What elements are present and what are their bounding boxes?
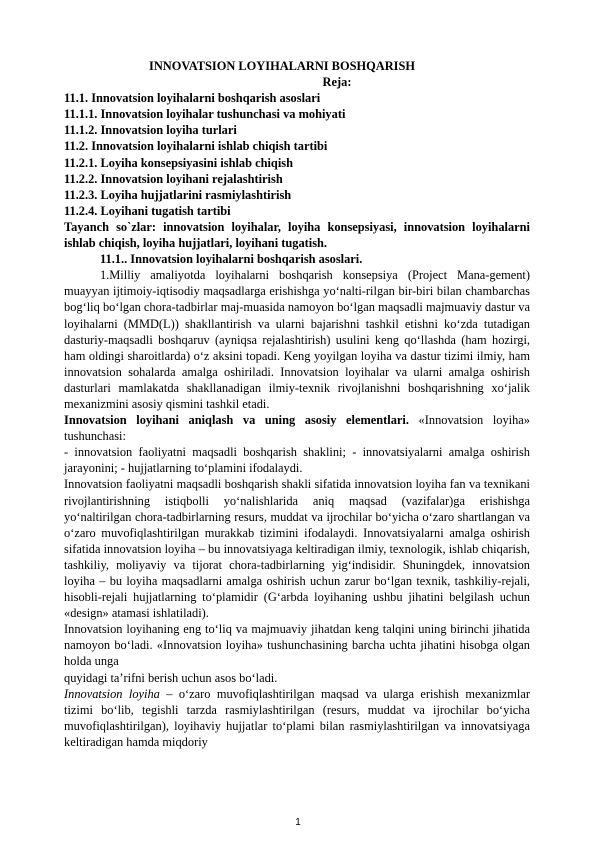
inline-heading: Innovatsion loyihani aniqlash va uning asosiy elementlari.: [64, 413, 409, 428]
body-paragraph: Innovatsion faoliyatni maqsadli boshqarish shakli sifatida innovatsion loyiha fan va texnikani rivojlantirishning istiqbolli yo‘nalishlarida aniq maqsad (vazifalar)ga erishishga yo‘naltirilgan chora-tadbirlarning resurs, muddat va ijrochilar bo‘yicha o‘zaro shartlangan va o‘zaro muvofiqlashtirilgan murakkab tizimini ifodalaydi. Innovatsiyalarni amalga oshirish sifatida innovatsion loyiha – bu innovatsiyaga keltiradigan ilmiy, texnologik, ishlab chiqarish, tashkiliy, moliyaviy va tijorat chora-tadbirlarning yig‘indisidir. Shuningdek, innovatsion loyiha – bu loyiha maqsadlarni amalga oshirish uchun zarur bo‘lgan texnik, tashkiliy-rejali, hisobli-rejali hujjatlarning to‘plamidir (G‘arbda loyihaning ushbu jihatini belgilash uchun «design» atamasi ishlatiladi).: [64, 477, 530, 621]
plan-label: Reja:: [322, 75, 352, 90]
page-number: 1: [295, 817, 301, 828]
toc-item: 11.2.3. Loyiha hujjatlarini rasmiylashtirish: [64, 187, 292, 202]
body-paragraph: [64, 412, 530, 444]
toc-item: 11.1.2. Innovatsion loyiha turlari: [64, 123, 237, 138]
toc-item: 11.2.4. Loyihani tugatish tartibi: [64, 203, 231, 218]
keywords-paragraph: Tayanch so`zlar: innovatsion loyihalar, loyiha konsepsiyasi, innovatsion loyihalarni ishlab chiqish, loyiha hujjatlari, loyihani tugatish.: [64, 219, 530, 251]
document-page: [64, 58, 530, 750]
toc-item: 11.1. Innovatsion loyihalarni boshqarish asoslari: [64, 91, 321, 106]
section-heading: 11.1.. Innovatsion loyihalarni boshqarish asoslari.: [100, 252, 363, 267]
body-paragraph: 1.Milliy amaliyotda loyihalarni boshqarish konsepsiya (Project Mana-gement) muayyan ijtimoiy-iqtisodiy maqsadlarga erishishga yo‘nalti-rilgan bir-biri bilan chambarchas bog‘liq bo‘lgan chora-tadbirlar maj-muasida namoyon bo‘lgan maqsadli majmuaviy dastur va loyihalarni (MMD(L)) shakllantirish va ularni bajarishni tashkil etishni ko‘zda tutadigan dasturiy-maqsadli boshqaruv (ayniqsa rejalashtirish) usulini keng qo‘llashda (ham hozirgi, ham oldingi sharoitlarda) o‘z aksini topadi. Keng yoyilgan loyiha va dastur tizimi ilmiy, ham innovatsion sohalarda amalga oshiriladi. Innovatsion loyihalar va ularni amalga oshirish dasturlari mamlakatda shakllanadigan ilmiy-texnik rivojlanishni boshqarishning xo‘jalik mexanizmini asosiy qismini tashkil etadi.: [64, 268, 530, 411]
body-paragraph: Innovatsion loyihaning eng to‘liq va majmuaviy jihatdan keng talqini uning birinchi jihatida namoyon bo‘ladi. «Innovatsion loyiha» tushunchasining barcha uchta jihatini hisobga olgan holda unga: [64, 622, 530, 669]
table-of-contents: [64, 90, 530, 219]
inline-text: «Innovatsion loyiha» tushunchasi:: [64, 413, 530, 444]
body-paragraph: - innovatsion faoliyatni maqsadli boshqarish shaklini; - innovatsiyalarni amalga oshirish jarayonini; - hujjatlarning to‘plamini ifodalaydi.: [64, 445, 530, 476]
toc-item: 11.2. Innovatsion loyihalarni ishlab chiqish tartibi: [64, 139, 328, 154]
document-title: INNOVATSION LOYIHALARNI BOSHQARISH: [149, 59, 415, 73]
toc-item: 11.2.1. Loyiha konsepsiyasini ishlab chiqish: [64, 155, 293, 170]
inline-term: Innovatsion loyiha: [64, 686, 160, 701]
toc-item: 11.2.2. Innovatsion loyihani rejalashtirish: [64, 171, 283, 186]
body-paragraph: [64, 686, 530, 750]
inline-text: – o‘zaro muvofiqlashtirilgan maqsad va ularga erishish mexanizmlar tizimi bo‘lib, tegishli tarzda rasmiylashtirilgan (resurs, muddat va ijrochilar bo‘yicha muvofiqlashtirilgan), loyihaviy hujjatlar to‘plami bilan rasmiylashtirilgan va innovatsiyaga keltiradigan hamda miqdoriy: [64, 686, 530, 749]
body-paragraph: quyidagi ta’rifni berish uchun asos bo‘ladi.: [64, 670, 278, 685]
toc-item: 11.1.1. Innovatsion loyihalar tushunchasi va mohiyati: [64, 107, 346, 122]
